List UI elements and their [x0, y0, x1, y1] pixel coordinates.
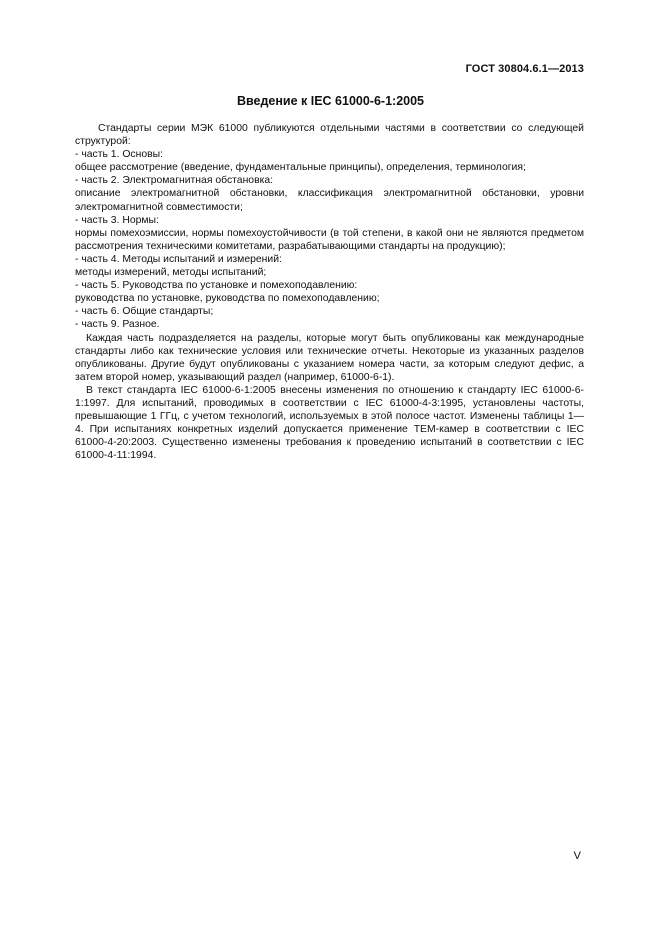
paragraph-structure: Каждая часть подразделяется на разделы, которые могут быть опубликованы как международные стандарты либо как технические условия или технические отчеты. Некоторые из указанных разделов опубликованы. Другие будут опубликованы с указанием номера части, за которым следуют дефис, а затем второй номер, указывающий раздел (например, 61000-6-1).: [75, 332, 584, 383]
list-item-part1-text: - часть 1. Основы:: [75, 149, 164, 161]
list-item-part6: - часть 6. Общие стандарты;: [75, 306, 214, 318]
list-item-part2: - часть 2. Электромагнитная обстановка:: [75, 175, 274, 187]
paragraph-part1-desc: общее рассмотрение (введение, фундаментальные принципы), определения, терминология;: [75, 162, 526, 174]
paragraph-part5-desc: руководства по установке, руководства по помехоподавлению;: [75, 293, 380, 305]
paragraph-part4-desc: методы измерений, методы испытаний;: [75, 267, 267, 279]
list-item-part9: - часть 9. Разное.: [75, 319, 160, 331]
list-item-part5: - часть 5. Руководства по установке и помехоподавлению:: [75, 280, 358, 292]
list-item-part3: - часть 3. Нормы:: [75, 214, 159, 226]
paragraph-part3-desc: нормы помехоэмиссии, нормы помехоустойчивости (в той степени, в какой они не являются предметом рассмотрения техническими комитетами, разрабатывающими стандарты на продукцию);: [75, 227, 584, 252]
section-title: Введение к IEC 61000-6-1:2005: [236, 94, 425, 108]
document-code-header: ГОСТ 30804.6.1—2013: [465, 63, 584, 75]
paragraph-intro: Стандарты серии МЭК 61000 публикуются отдельными частями в соответствии со следующей структурой:: [75, 123, 584, 148]
paragraph-changes: В текст стандарта IEC 61000-6-1:2005 внесены изменения по отношению к стандарту IEC 61000-6-1:1997. Для испытаний, проводимых в соответствии с IEC 61000-4-3:1995, установлены частоты, превышающие 1 ГГц, с учетом технологий, используемых в этой полосе частот. Изменены таблицы 1—4. При испытаниях конкретных изделий допускается применение ТЕМ-камер в соответствии с IEC 61000-4-20:2003. Существенно изменены требования к проведению испытаний в соответствии с IEC 61000-4-11:1994.: [75, 384, 584, 462]
page-number: V: [573, 850, 581, 862]
list-item-part4: - часть 4. Методы испытаний и измерений:: [75, 253, 282, 265]
paragraph-part2-desc: описание электромагнитной обстановки, классификация электромагнитной обстановки, уровни электромагнитной совместимости;: [75, 188, 584, 213]
list-item-part1: [75, 148, 584, 161]
document-body: [75, 122, 584, 462]
